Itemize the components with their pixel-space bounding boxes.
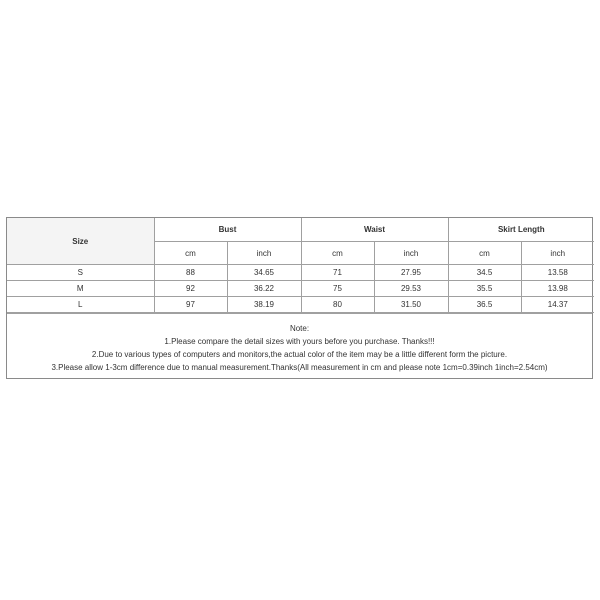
value-cell: 88 bbox=[154, 265, 227, 281]
value-cell: 35.5 bbox=[448, 281, 521, 297]
value-cell: 75 bbox=[301, 281, 374, 297]
unit-header: cm bbox=[154, 242, 227, 265]
value-cell: 80 bbox=[301, 297, 374, 313]
notes-title: Note: bbox=[289, 324, 310, 333]
value-cell: 29.53 bbox=[374, 281, 448, 297]
table-row bbox=[7, 281, 594, 297]
note-line-1: 1.Please compare the detail sizes with yours before you purchase. Thanks!!! bbox=[164, 337, 435, 346]
note-line-2: 2.Due to various types of computers and monitors,the actual color of the item may be a little different form the picture. bbox=[91, 350, 508, 359]
value-cell: 97 bbox=[154, 297, 227, 313]
waist-group-header: Waist bbox=[301, 218, 448, 242]
value-cell: 38.19 bbox=[227, 297, 301, 313]
value-cell: 14.37 bbox=[521, 297, 594, 313]
value-cell: 31.50 bbox=[374, 297, 448, 313]
note-line-3: 3.Please allow 1-3cm difference due to manual measurement.Thanks(All measurement in cm and please note 1cm=0.39inch 1inch=2.54cm) bbox=[51, 363, 548, 372]
size-cell: S bbox=[7, 265, 154, 281]
value-cell: 34.65 bbox=[227, 265, 301, 281]
value-cell: 71 bbox=[301, 265, 374, 281]
unit-header: inch bbox=[374, 242, 448, 265]
unit-header: inch bbox=[521, 242, 594, 265]
unit-header: cm bbox=[448, 242, 521, 265]
size-cell: M bbox=[7, 281, 154, 297]
value-cell: 36.22 bbox=[227, 281, 301, 297]
table-row bbox=[7, 297, 594, 313]
size-table bbox=[7, 218, 594, 313]
size-chart bbox=[6, 217, 593, 379]
size-column-header: Size bbox=[7, 218, 154, 265]
bust-group-header: Bust bbox=[154, 218, 301, 242]
table-row bbox=[7, 265, 594, 281]
value-cell: 27.95 bbox=[374, 265, 448, 281]
value-cell: 36.5 bbox=[448, 297, 521, 313]
value-cell: 34.5 bbox=[448, 265, 521, 281]
value-cell: 92 bbox=[154, 281, 227, 297]
value-cell: 13.98 bbox=[521, 281, 594, 297]
value-cell: 13.58 bbox=[521, 265, 594, 281]
header-row bbox=[7, 218, 594, 242]
size-cell: L bbox=[7, 297, 154, 313]
unit-header: cm bbox=[301, 242, 374, 265]
unit-header: inch bbox=[227, 242, 301, 265]
skirt-length-group-header: Skirt Length bbox=[448, 218, 594, 242]
notes-section bbox=[7, 313, 592, 378]
